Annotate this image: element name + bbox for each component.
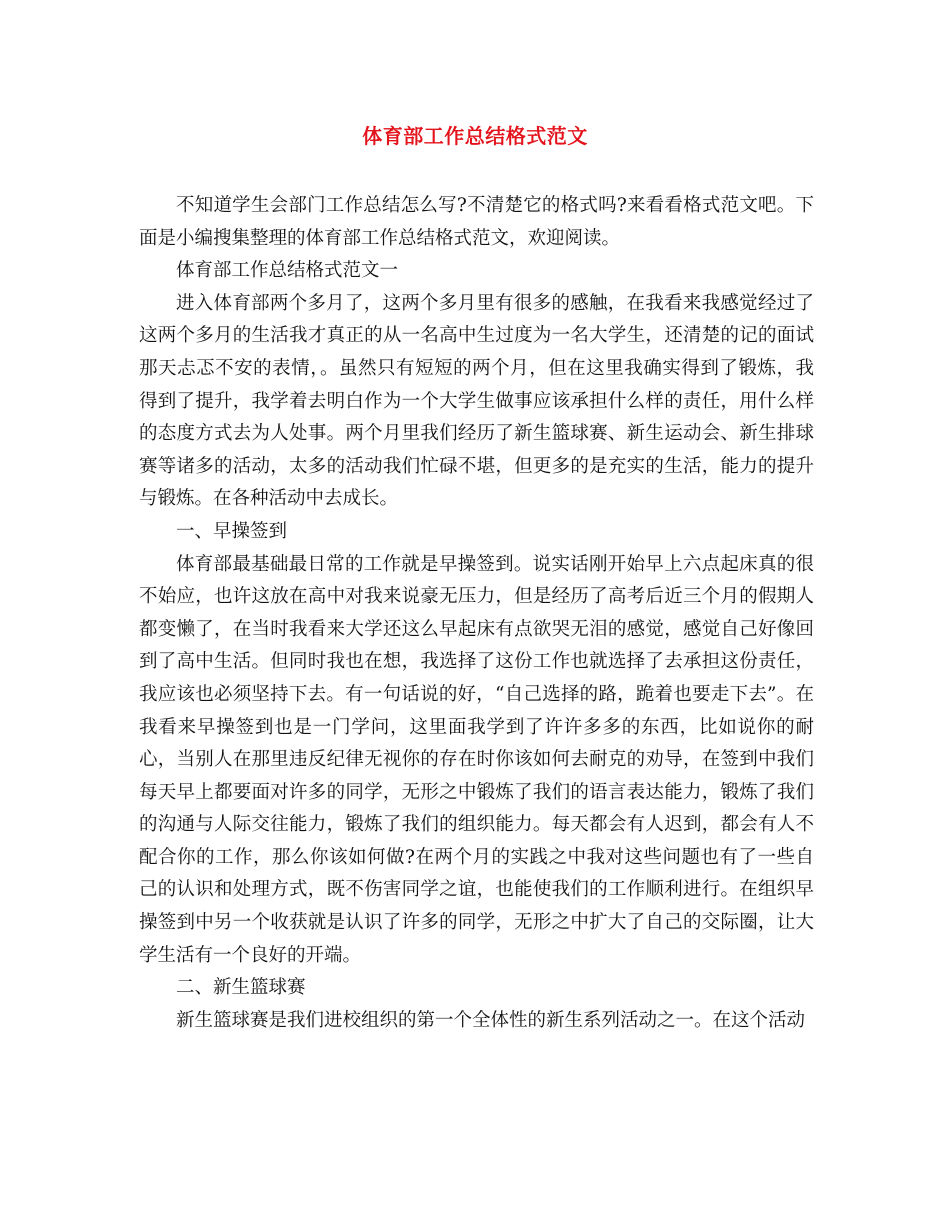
section-heading-basketball: 二、新生篮球赛 (176, 977, 306, 999)
document-title: 体育部工作总结格式范文 (362, 124, 588, 148)
intro-paragraph: 不知道学生会部门工作总结怎么写?不清楚它的格式吗?来看看格式范文吧。下面是小编搜集整理的体育部工作总结格式范文，欢迎阅读。 (139, 195, 814, 249)
document-body (139, 190, 814, 1037)
section-heading-sample-one: 体育部工作总结格式范文一 (176, 260, 399, 282)
body-paragraph: 进入体育部两个多月了，这两个多月里有很多的感触，在我看来我感觉经过了这两个多月的生活我才真正的从一名高中生过度为一名大学生，还清楚的记的面试那天忐忑不安的表情，。虽然只有短短的两个月，但在这里我确实得到了锻炼，我得到了提升，我学着去明白作为一个大学生做事应该承担什么样的责任，用什么样的态度方式去为人处事。两个月里我们经历了新生篮球赛、新生运动会、新生排球赛等诸多的活动，太多的活动我们忙碌不堪，但更多的是充实的生活，能力的提升与锻炼。在各种活动中去成长。 (139, 292, 814, 510)
body-paragraph: 新生篮球赛是我们进校组织的第一个全体性的新生系列活动之一。在这个活动 (176, 1009, 806, 1031)
section-heading-morning-exercise: 一、早操签到 (176, 520, 288, 542)
body-paragraph: 体育部最基础最日常的工作就是早操签到。说实话刚开始早上六点起床真的很不始应，也许这放在高中对我来说豪无压力，但是经历了高考后近三个月的假期人都变懒了，在当时我看来大学还这么早起床有点欲哭无泪的感觉，感觉自己好像回到了高中生活。但同时我也在想，我选择了这份工作也就选择了去承担这份责任，我应该也必须坚持下去。有一句话说的好，“自己选择的路，跪着也要走下去”。在我看来早操签到也是一门学问，这里面我学到了许许多多的东西，比如说你的耐心，当别人在那里违反纪律无视你的存在时你该如何去耐克的劝导，在签到中我们每天早上都要面对许多的同学，无形之中锻炼了我们的语言表达能力，锻炼了我们的沟通与人际交往能力，锻炼了我们的组织能力。每天都会有人迟到，都会有人不配合你的工作，那么你该如何做?在两个月的实践之中我对这些问题也有了一些自己的认识和处理方式，既不伤害同学之谊，也能使我们的工作顺利进行。在组织早操签到中另一个收获就是认识了许多的同学，无形之中扩大了自己的交际圈，让大学生活有一个良好的开端。 (139, 553, 814, 966)
